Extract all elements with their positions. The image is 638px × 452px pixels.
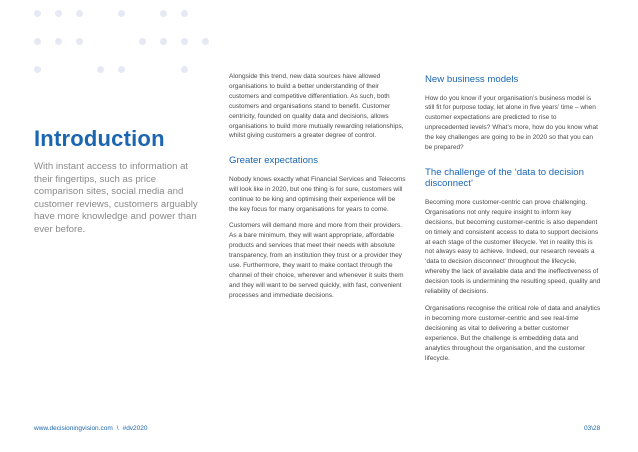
section-heading: New business models <box>425 74 519 85</box>
page-separator: \ <box>591 425 594 432</box>
page-number <box>584 425 600 432</box>
intro-text: With instant access to information at their fingertips, such as price comparison sites, social media and customer reviews, customers arguably have more knowledge and power than ever before. <box>34 161 198 235</box>
total-pages: 28 <box>593 425 601 432</box>
footer-url[interactable]: www.decisioningvision.com <box>34 425 113 432</box>
paragraph: Customers will demand more and more from their providers. As a bare minimum, they will want appropriate, affordable products and services that meet their needs with absolute transparency, from an institution they trust or a provider they use. Furthermore, they want to make contact through the channel of their choice, wherever and whenever it suits them and they will want to be served quickly, with fast, convenient processes and immediate decisions. <box>229 222 404 299</box>
footer-separator: \ <box>116 425 119 432</box>
right-column <box>425 72 601 370</box>
middle-column <box>229 72 406 308</box>
paragraph: Becoming more customer-centric can prove challenging. Organisations not only require insight to inform key decisions, but becoming customer-centric is also dependent on timely and consistent access to data to support decisions at each stage of the customer lifecycle. Yet in reality this is not always easy to achieve. Indeed, our research reveals a ‘data to decision disconnect’ throughout the lifecycle, whereby the lack of available data and the ineffectiveness of decision tools is undermining the resulting speed, quality and reliability of decisions. <box>425 198 601 296</box>
paragraph: How do you know if your organisation’s business model is still fit for purpose today, let alone in five years’ time – when customer expectations are predicted to rise to unprecedented levels? What’s more, how do you know what the key challenges are going to be in 2020 so that you can be prepared? <box>425 94 598 152</box>
page-title: Introduction <box>34 126 165 151</box>
paragraph: Nobody knows exactly what Financial Services and Telecoms will look like in 2020, but one thing is for sure, customers will continue to be king and optimising their experience will be the key focus for many organisations for years to come. <box>229 175 406 213</box>
section-heading: Greater expectations <box>229 155 319 167</box>
footer-hashtag: #dv2020 <box>122 425 148 432</box>
paragraph: Alongside this trend, new data sources have allowed organisations to build a better understanding of their customers and competitive differentiation. As such, both customers and organisations stand to benefit. Customer centricity, founded on quality data and decisions, allows organisations to build more mutually rewarding relationships, whilst giving customers a greater degree of control. <box>229 73 404 140</box>
paragraph: Organisations recognise the critical role of data and analytics in becoming more customer-centric and see real-time decisioning as vital to delivering a better customer experience. But the challenge is embedding data and analytics throughout the organisation, and the customer lifecycle. <box>425 305 601 362</box>
section-heading: The challenge of the ‘data to decision disconnect’ <box>425 166 584 190</box>
footer <box>34 425 148 432</box>
current-page: 03 <box>584 425 592 432</box>
